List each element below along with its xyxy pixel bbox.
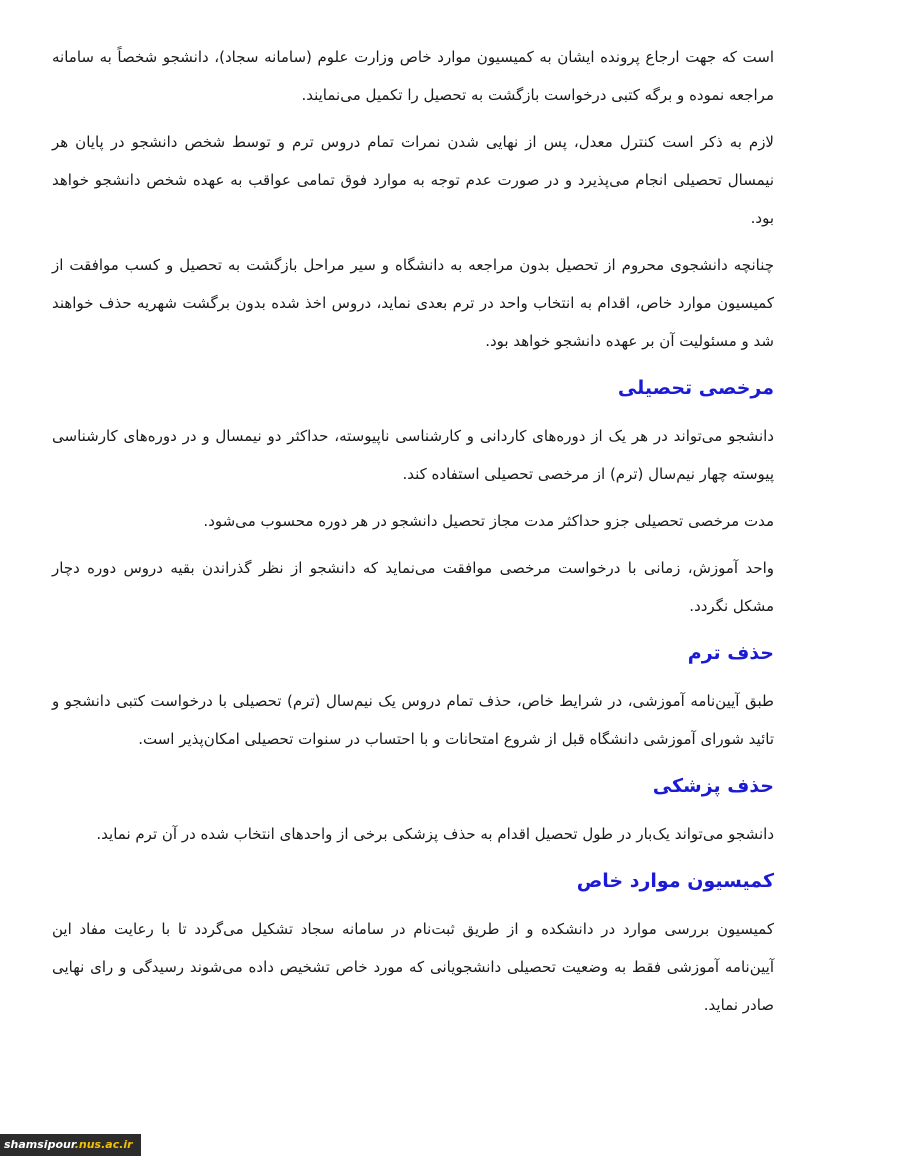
section-heading-medical-withdrawal: حذف پزشکی	[652, 775, 774, 797]
watermark-domain: .nus.ac.ir	[74, 1138, 133, 1151]
paragraph: دانشجو می‌تواند در هر یک از دوره‌های کاردانی و کارشناسی ناپیوسته، حداکثر دو نیمسال و در دوره‌های کارشناسی پیوسته چهار نیم‌سال (ترم) از مرخصی تحصیلی استفاده کند.	[52, 427, 774, 483]
paragraph: است که جهت ارجاع پرونده ایشان به کمیسیون موارد خاص وزارت علوم (سامانه سجاد)، دانشجو شخصاً به سامانه مراجعه نموده و برگه کتبی درخواست بازگشت به تحصیل را تکمیل می‌نمایند.	[52, 48, 774, 104]
section-heading-special-cases-commission: کمیسیون موارد خاص	[576, 870, 774, 892]
paragraph: طبق آیین‌نامه آموزشی، در شرایط خاص، حذف تمام دروس یک نیم‌سال (ترم) تحصیلی با درخواست کتبی دانشجو و تائید شورای آموزشی دانشگاه قبل از شروع امتحانات و با احتساب در سنوات تحصیلی امکان‌پذیر است.	[52, 692, 774, 748]
paragraph: واحد آموزش، زمانی با درخواست مرخصی موافقت می‌نماید که دانشجو از نظر گذراندن بقیه دروس دوره دچار مشکل نگردد.	[52, 559, 774, 615]
site-watermark	[0, 1134, 141, 1156]
section-heading-educational-leave: مرخصی تحصیلی	[617, 377, 774, 399]
paragraph: دانشجو می‌تواند یک‌بار در طول تحصیل اقدام به حذف پزشکی برخی از واحدهای انتخاب شده در آن ترم نماید.	[96, 825, 774, 843]
paragraph: کمیسیون بررسی موارد در دانشکده و از طریق ثبت‌نام در سامانه سجاد تشکیل می‌گردد تا با رعایت مفاد این آیین‌نامه آموزشی فقط به وضعیت تحصیلی دانشجویانی که مورد خاص تشخیص داده می‌شوند رسیدگی و رای نهایی صادر نماید.	[52, 920, 774, 1014]
paragraph: چنانچه دانشجوی محروم از تحصیل بدون مراجعه به دانشگاه و سیر مراحل بازگشت به تحصیل و کسب موافقت از کمیسیون موارد خاص، اقدام به انتخاب واحد در ترم بعدی نماید، دروس اخذ شده بدون برگشت شهریه حذف خواهند شد و مسئولیت آن بر عهده دانشجو خواهد بود.	[52, 256, 774, 350]
watermark-prefix: shamsipour	[4, 1138, 75, 1151]
section-heading-term-withdrawal: حذف ترم	[687, 642, 774, 664]
paragraph: مدت مرخصی تحصیلی جزو حداکثر مدت مجاز تحصیل دانشجو در هر دوره محسوب می‌شود.	[203, 512, 774, 530]
paragraph: لازم به ذکر است کنترل معدل، پس از نهایی شدن نمرات تمام دروس ترم و توسط شخص دانشجو در پایان هر نیمسال تحصیلی انجام می‌پذیرد و در صورت عدم توجه به موارد فوق تمامی عواقب به عهده شخص دانشجو خواهد بود.	[52, 133, 774, 227]
document-body	[52, 38, 774, 1033]
